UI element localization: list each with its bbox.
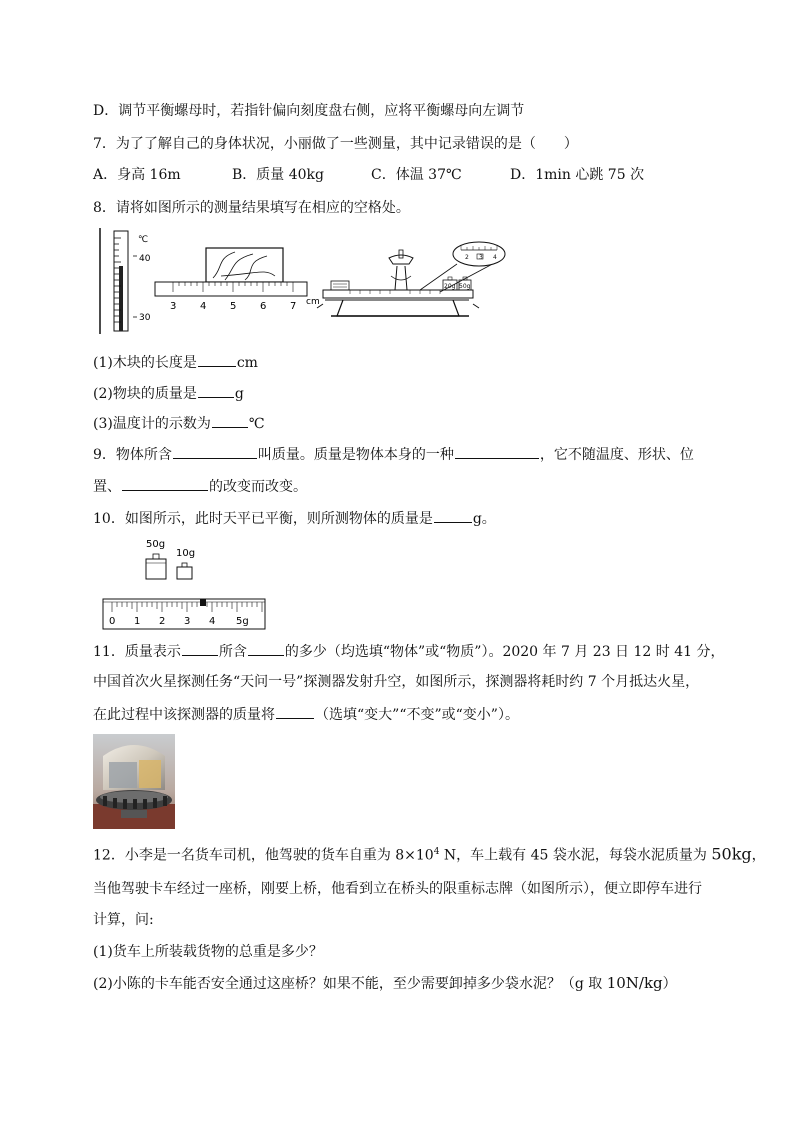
q10-stem — [93, 508, 496, 529]
ruler-unit: cm — [306, 297, 320, 307]
answer-blank[interactable] — [248, 641, 284, 656]
q11-text: （选填“变大”“不变”或“变小”）。 — [315, 707, 519, 723]
q12-mass-value: 50kg — [711, 844, 752, 864]
answer-blank[interactable] — [182, 641, 218, 656]
answer-blank[interactable] — [276, 704, 314, 719]
q10-figure — [100, 536, 270, 632]
q7-option-c: C．体温 37℃ — [371, 167, 462, 183]
dial-tick-label: 2 — [465, 254, 469, 261]
q12-line-1 — [93, 842, 766, 866]
q8-part-2-unit: g — [234, 386, 244, 402]
answer-blank[interactable] — [173, 444, 257, 459]
answer-blank[interactable] — [198, 352, 236, 367]
q12-part-2 — [93, 973, 677, 994]
dial-tick-label: 4 — [493, 254, 497, 261]
ruler-tick-label: 7 — [290, 301, 297, 312]
rider-scale — [103, 599, 265, 629]
ruler-tick-label: 5 — [230, 301, 237, 312]
answer-blank[interactable] — [455, 444, 539, 459]
q9-line-1 — [93, 444, 694, 465]
q8-part-1-unit: cm — [236, 355, 258, 371]
scale-tick-label: 1 — [134, 616, 141, 627]
answer-blank[interactable] — [122, 476, 208, 491]
q8-part-3 — [93, 413, 265, 434]
scale-tick-label: 5g — [236, 616, 249, 627]
q9-text: ，它不随温度、形状、位 — [539, 447, 694, 463]
ruler-tick-label: 4 — [200, 301, 207, 312]
q9-text: 的改变而改变。 — [209, 479, 307, 495]
scale-tick-label: 4 — [209, 616, 216, 627]
q11-text: 所含 — [218, 644, 247, 660]
q11-text: 的多少（均选填“物体”或“物质”）。2020 年 7 月 23 日 12 时 41 分， — [284, 644, 725, 660]
thermometer-label-bottom: 30 — [139, 313, 151, 323]
scale-tick-label: 0 — [109, 616, 116, 627]
rider-marker — [200, 599, 206, 606]
q12-part-1: (1)货车上所装载货物的总重是多少？ — [93, 944, 323, 960]
q7-stem: 7．为了了解自己的身体状况，小丽做了一些测量，其中记录错误的是（ ） — [93, 136, 578, 152]
scale-tick-label: 2 — [159, 616, 166, 627]
q11-line-3 — [93, 704, 519, 725]
q12-line-3: 计算，问: — [93, 912, 154, 928]
ruler-tick-label: 3 — [170, 301, 177, 312]
q10-text: 10．如图所示，此时天平已平衡，则所测物体的质量是 — [93, 511, 433, 527]
q12-line-2: 当他驾驶卡车经过一座桥，刚要上桥，他看到立在桥头的限重标志牌（如图所示），便立即停车进行 — [93, 881, 702, 897]
balance-weight-label: 50g — [459, 283, 471, 290]
q8-stem: 8．请将如图所示的测量结果填写在相应的空格处。 — [93, 200, 410, 216]
q9-text: 9．物体所含 — [93, 447, 172, 463]
q11-text: 11．质量表示 — [93, 644, 181, 660]
answer-blank[interactable] — [212, 413, 248, 428]
weight-label: 10g — [176, 548, 196, 559]
q8-part-3-text: (3)温度计的示数为 — [93, 416, 211, 432]
q12-text: N，车上载有 45 袋水泥，每袋水泥质量为 — [439, 847, 712, 864]
q6-option-d: D．调节平衡螺母时，若指针偏向刻度盘右侧，应将平衡螺母向左调节 — [93, 103, 525, 119]
q7-option-d: D．1min 心跳 75 次 — [510, 167, 645, 183]
answer-blank[interactable] — [434, 508, 472, 523]
weight-label: 50g — [146, 539, 166, 550]
q8-part-2-text: (2)物块的质量是 — [93, 386, 197, 402]
q8-part-2 — [93, 383, 244, 404]
q11-text: 在此过程中该探测器的质量将 — [93, 707, 275, 723]
balance-weight-label: 20g — [444, 283, 456, 290]
weight-10g — [176, 548, 195, 579]
balance-scale — [317, 242, 505, 316]
thermometer — [100, 228, 151, 334]
thermometer-unit: ℃ — [138, 235, 149, 245]
q11-line-2: 中国首次火星探测任务“天问一号”探测器发射升空，如图所示，探测器将耗时约 7 个月抵达火星， — [93, 674, 700, 690]
dial-tick-label: 3 — [479, 254, 483, 261]
ruler-tick-label: 6 — [260, 301, 267, 312]
q7-option-a: A．身高 16m — [93, 167, 181, 183]
q12-text: ， — [751, 847, 766, 864]
ruler — [155, 282, 320, 312]
q9-text: 置、 — [93, 479, 121, 495]
q12-g-value: 10N/kg — [606, 974, 663, 992]
q10-text: g。 — [472, 511, 496, 527]
weight-50g — [146, 539, 166, 579]
thermometer-label-top: 40 — [139, 254, 151, 264]
q9-text: 叫质量。质量是物体本身的一种 — [257, 447, 454, 463]
q12-text: 12．小李是一名货车司机，他驾驶的货车自重为 8×10 — [93, 847, 434, 864]
answer-blank[interactable] — [198, 383, 234, 398]
q12-text: (2)小陈的卡车能否安全通过这座桥？如果不能，至少需要卸掉多少袋水泥？（g 取 — [93, 976, 607, 992]
q7-option-b: B．质量 40kg — [232, 167, 324, 183]
q8-part-1-text: (1)木块的长度是 — [93, 355, 197, 371]
wood-block — [206, 248, 283, 282]
q8-figure — [95, 228, 535, 340]
q12-text: ） — [662, 976, 677, 992]
q11-line-1 — [93, 641, 725, 662]
q9-line-2 — [93, 476, 307, 497]
mars-probe-photo — [93, 734, 175, 829]
q8-part-1 — [93, 352, 258, 373]
q12-exponent: 4 — [433, 847, 440, 857]
q8-part-3-unit: ℃ — [248, 416, 265, 432]
scale-tick-label: 3 — [184, 616, 191, 627]
